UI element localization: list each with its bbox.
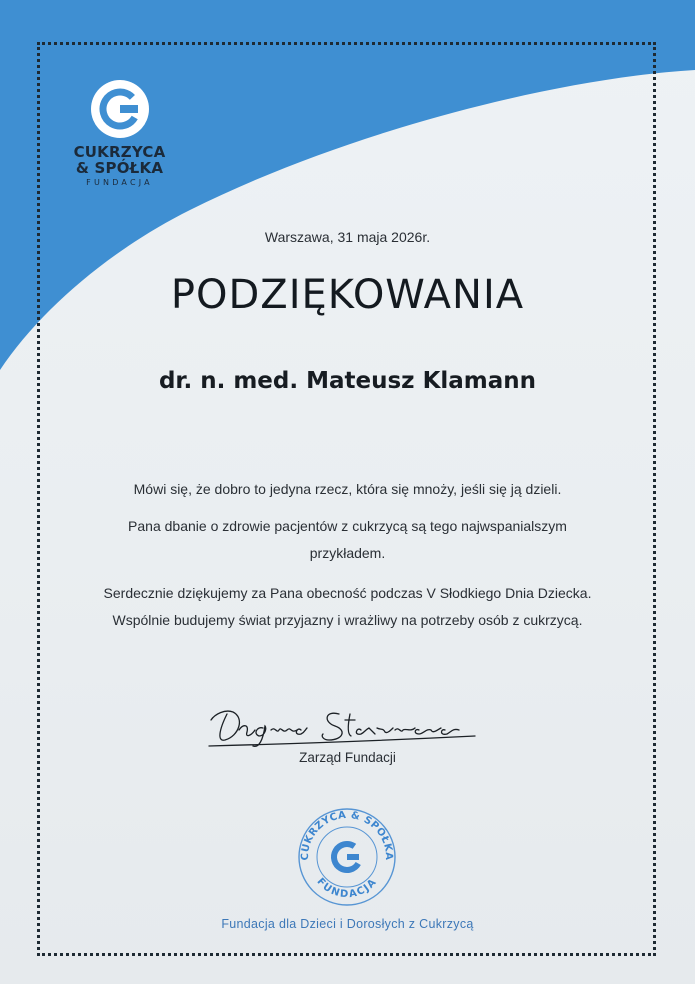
recipient-name: dr. n. med. Mateusz Klamann: [158, 368, 537, 394]
paragraph-2-line1: Pana dbanie o zdrowie pacjentów z cukrzycą są tego najwspanialszym: [128, 518, 567, 534]
paragraph-3-line2: Wspólnie budujemy świat przyjazny i wrażliwy na potrzeby osób z cukrzycą.: [112, 612, 583, 628]
logo-line1: CUKRZYCA: [73, 143, 166, 161]
logo-line2: & SPÓŁKA: [75, 159, 164, 177]
certificate-title: PODZIĘKOWANIA: [170, 272, 525, 318]
svg-text:CUKRZYCA & SPÓŁKA: [300, 810, 394, 861]
c-logo-icon: [91, 80, 149, 138]
paragraph-3-line1: Serdecznie dziękujemy za Pana obecność podczas V Słodkiego Dnia Dziecka.: [103, 585, 592, 601]
paragraph-2: [0, 513, 695, 567]
logo-line3: FUNDACJA: [86, 178, 153, 187]
paragraph-3: [0, 580, 695, 634]
stamp-top-text: CUKRZYCA & SPÓŁKA: [299, 809, 395, 861]
paragraph-2-line2: przykładem.: [309, 545, 386, 561]
c-logo-icon: [329, 839, 365, 875]
paragraph-1: Mówi się, że dobro to jedyna rzecz, która się mnoży, jeśli się ją dzieli.: [133, 481, 562, 497]
signer-role: Zarząd Fundacji: [299, 750, 396, 765]
svg-text:FUNDACJA: [314, 876, 379, 900]
handwritten-signature: [205, 700, 485, 750]
footer-text: Fundacja dla Dzieci i Dorosłych z Cukrzycą: [221, 917, 474, 931]
date-line: Warszawa, 31 maja 2026r.: [264, 229, 431, 245]
foundation-logo: [62, 80, 177, 187]
foundation-stamp: [296, 806, 398, 908]
stamp-bottom-text: FUNDACJA: [314, 876, 380, 901]
